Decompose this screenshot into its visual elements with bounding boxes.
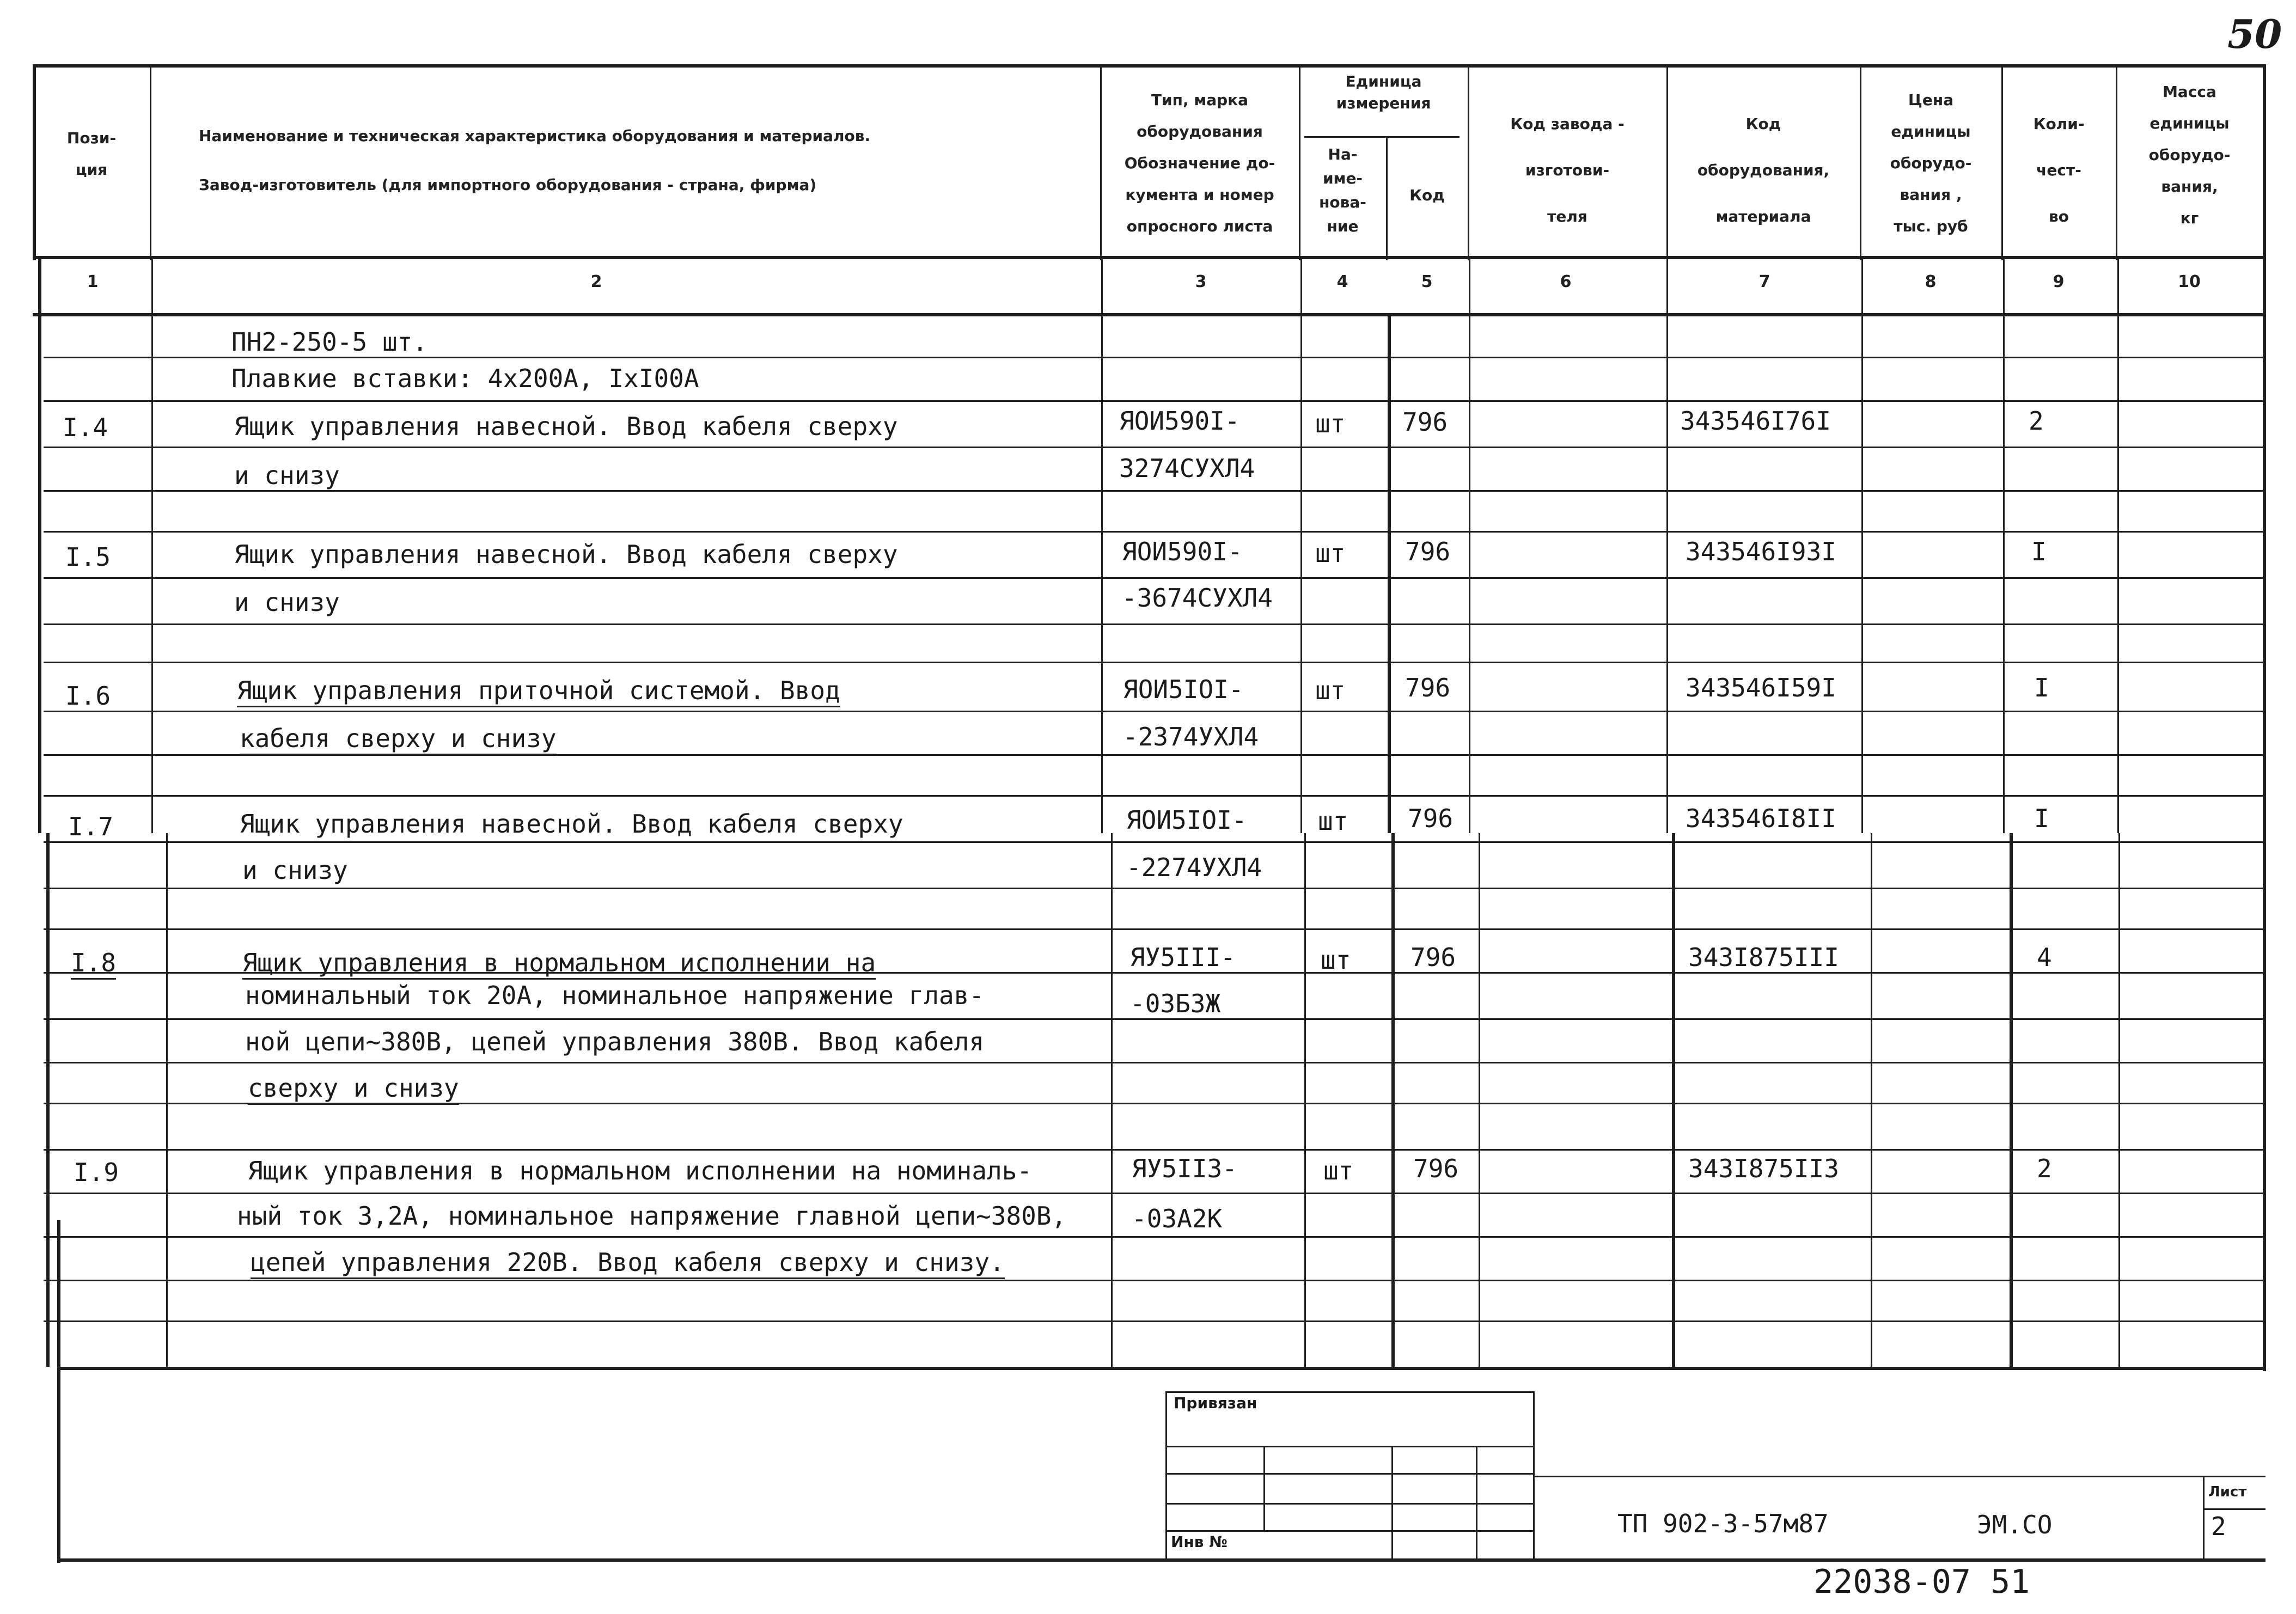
row-text: номинальный ток 20А, номинальное напряжение глав- [245,981,985,1010]
row-text: и снизу [234,461,340,490]
row-text: кабеля сверху и снизу [240,723,557,755]
archive-number: 22038-07 51 [1813,1563,2030,1601]
header-plant-code: Код завода - изготови- теля [1510,115,1625,225]
row-equip-code: 343546I59I [1686,673,1836,702]
row-text: Ящик управления в нормальном исполнении на [242,947,876,980]
row-code: 796 [1405,537,1451,566]
row-type: -2374УХЛ4 [1123,722,1259,751]
row-text: цепей управления 220В. Ввод кабеля сверху и снизу. [251,1247,1005,1279]
column-number: 10 [2178,272,2201,291]
row-type: -03Б3Ж [1130,989,1221,1018]
row-type: ЯУ5III- [1130,943,1236,972]
row-qty: 2 [2029,406,2044,436]
row-equip-code: 343546I76I [1680,406,1831,436]
stamp-sheet-label: Лист [2208,1484,2247,1500]
column-number: 3 [1195,272,1207,291]
stamp-inv: Инв № [1171,1533,1228,1551]
row-text: Плавкие вставки: 4х200А, IхI00А [231,364,699,393]
column-number: 4 [1336,272,1348,291]
row-code: 796 [1402,407,1448,437]
row-type: -2274УХЛ4 [1126,853,1262,882]
stamp-privyazan: Привязан [1174,1394,1257,1412]
row-unit: шт [1321,945,1351,975]
row-position: I.6 [65,681,111,711]
row-position: I.8 [71,947,116,980]
column-number: 9 [2053,272,2065,291]
row-text: и снизу [234,588,340,617]
row-text: Ящик управления навесной. Ввод кабеля сверху [240,809,903,839]
row-equip-code: 343I875II3 [1688,1154,1839,1183]
row-equip-code: 343I875III [1688,943,1839,972]
row-unit: шт [1315,409,1346,438]
row-text: Ящик управления приточной системой. Ввод [237,675,840,707]
row-qty: I [2031,537,2047,566]
row-type: ЯОИ590I- [1122,537,1243,566]
row-unit: шт [1323,1156,1354,1185]
header-mass: Масса единицы оборудо- вания, кг [2148,83,2231,227]
row-qty: I [2034,673,2049,702]
row-text: сверху и снизу [248,1073,459,1105]
row-type: ЯОИ590I- [1119,406,1240,436]
row-text: Ящик управления навесной. Ввод кабеля сверху [234,412,898,441]
row-position: I.9 [74,1158,119,1187]
row-code: 796 [1408,804,1454,833]
row-type: 3274СУХЛ4 [1119,454,1255,483]
column-number: 8 [1925,272,1937,291]
row-qty: 4 [2037,943,2052,972]
stamp-sheet-number: 2 [2211,1512,2226,1541]
row-code: 796 [1410,943,1456,972]
column-number: 2 [590,272,602,291]
column-number: 1 [87,272,99,291]
column-number: 7 [1758,272,1770,291]
row-text: Ящик управления в нормальном исполнении на номиналь- [248,1156,1033,1185]
row-text: ПН2-250-5 шт. [231,327,428,357]
row-type: ЯУ5II3- [1132,1154,1237,1183]
row-code: 796 [1413,1154,1459,1183]
header-unit: Единица измерения [1336,72,1431,112]
header-unit-name: На- име- нова- ние [1319,145,1366,235]
stamp-project: ТП 902-3-57м87 [1617,1509,1829,1538]
row-text: Ящик управления навесной. Ввод кабеля сверху [234,540,898,569]
row-unit: шт [1318,806,1348,836]
header-equip-code: Код оборудования, материала [1697,115,1830,225]
row-equip-code: 343546I93I [1686,537,1836,566]
header-type: Тип, марка оборудования Обозначение до- кумента и номер опросного листа [1124,91,1275,235]
row-equip-code: 343546I8II [1686,804,1836,833]
page-number-top: 50 [2227,11,2282,57]
row-type: -3674СУХЛ4 [1122,583,1273,613]
stamp-section: ЭМ.СО [1977,1510,2053,1539]
header-qty: Коли- чест- во [2033,115,2085,225]
row-unit: шт [1315,539,1346,568]
row-position: I.5 [65,542,111,572]
row-text: ный ток 3,2А, номинальное напряжение главной цепи~380В, [237,1201,1067,1231]
header-position: Пози- ция [66,129,117,179]
row-text: и снизу [242,855,348,885]
row-code: 796 [1405,673,1451,702]
row-text: ной цепи~380В, цепей управления 380В. Ввод кабеля [245,1027,985,1056]
row-qty: 2 [2037,1154,2052,1183]
row-unit: шт [1315,676,1346,705]
row-type: ЯОИ5IОI- [1126,805,1247,835]
header-price: Цена единицы оборудо- вания , тыс. руб [1890,91,1972,235]
column-number: 5 [1421,272,1433,291]
row-type: ЯОИ5IОI- [1123,675,1244,704]
row-type: -03А2К [1132,1204,1223,1233]
column-number: 6 [1560,272,1572,291]
header-unit-code: Код [1409,186,1445,204]
row-position: I.7 [68,812,114,841]
row-qty: I [2034,804,2049,833]
row-position: I.4 [63,413,108,442]
header-name: Наименование и техническая характеристика оборудования и материалов. Завод-изготовитель (для импортного оборудования - страна, фирма) [199,127,871,194]
